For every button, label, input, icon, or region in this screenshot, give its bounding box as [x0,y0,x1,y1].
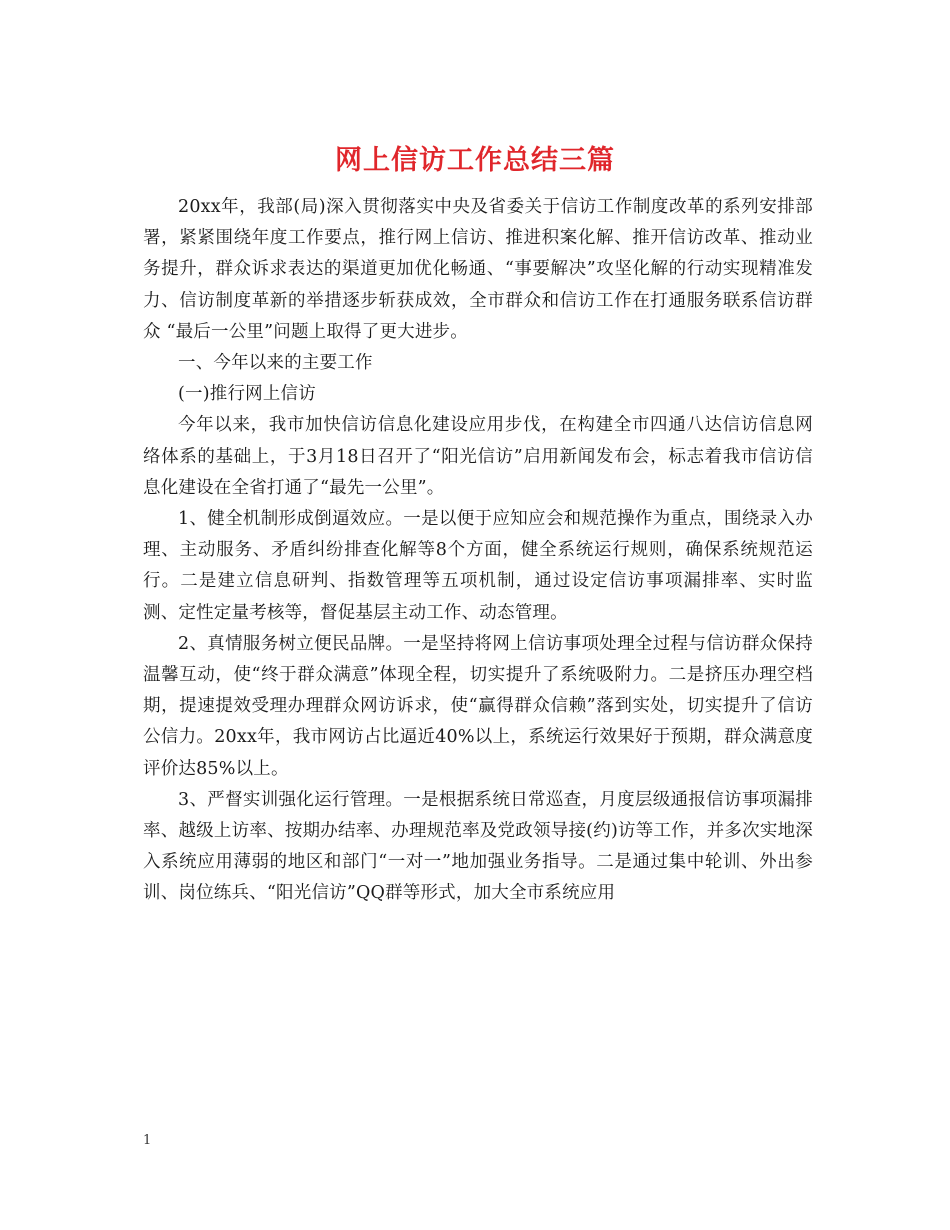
paragraph-intro: 20xx年，我部(局)深入贯彻落实中央及省委关于信访工作制度改革的系列安排部署，紧紧围绕年度工作要点，推行网上信访、推进积案化解、推开信访改革、推动业务提升，群众诉求表达的渠道更加优化畅通、“事要解决”攻坚化解的行动实现精准发力、信访制度革新的举措逐步斩获成效，全市群众和信访工作在打通服务联系信访群众 “最后一公里”问题上取得了更大进步。 [143,197,813,342]
paragraph-item-3: 3、严督实训强化运行管理。一是根据系统日常巡查，月度层级通报信访事项漏排率、越级上访率、按期办结率、办理规范率及党政领导接(约)访等工作，并多次实地深入系统应用薄弱的地区和部门“一对一”地加强业务指导。二是通过集中轮训、外出参训、岗位练兵、“阳光信访”QQ群等形式，加大全市系统应用 [143,789,813,904]
paragraph-item-1: 1、健全机制形成倒逼效应。一是以便于应知应会和规范操作为重点，围绕录入办理、主动服务、矛盾纠纷排查化解等8个方面，健全系统运行规则，确保系统规范运行。二是建立信息研判、指数管理等五项机制，通过设定信访事项漏排率、实时监测、定性定量考核等，督促基层主动工作、动态管理。 [143,509,813,623]
document-title: 网上信访工作总结三篇 [335,145,615,176]
section-heading-main-work: 一、今年以来的主要工作 [178,353,373,374]
paragraph-online-petition: 今年以来，我市加快信访信息化建设应用步伐，在构建全市四通八达信访信息网络体系的基础上，于3月18日召开了“阳光信访”启用新闻发布会，标志着我市信访信息化建设在全省打通了“最先一公里”。 [143,415,813,498]
paragraph-item-2: 2、真情服务树立便民品牌。一是坚持将网上信访事项处理全过程与信访群众保持温馨互动，使“终于群众满意”体现全程，切实提升了系统吸附力。二是挤压办理空档期，提速提效受理办理群众网访诉求，使“赢得群众信赖”落到实处，切实提升了信访公信力。20xx年，我市网访占比逼近40%以上，系统运行效果好于预期，群众满意度评价达85%以上。 [143,633,813,779]
document-body [143,192,813,910]
subsection-heading-online-petition: (一)推行网上信访 [178,384,316,405]
page-number: 1 [143,1133,152,1148]
